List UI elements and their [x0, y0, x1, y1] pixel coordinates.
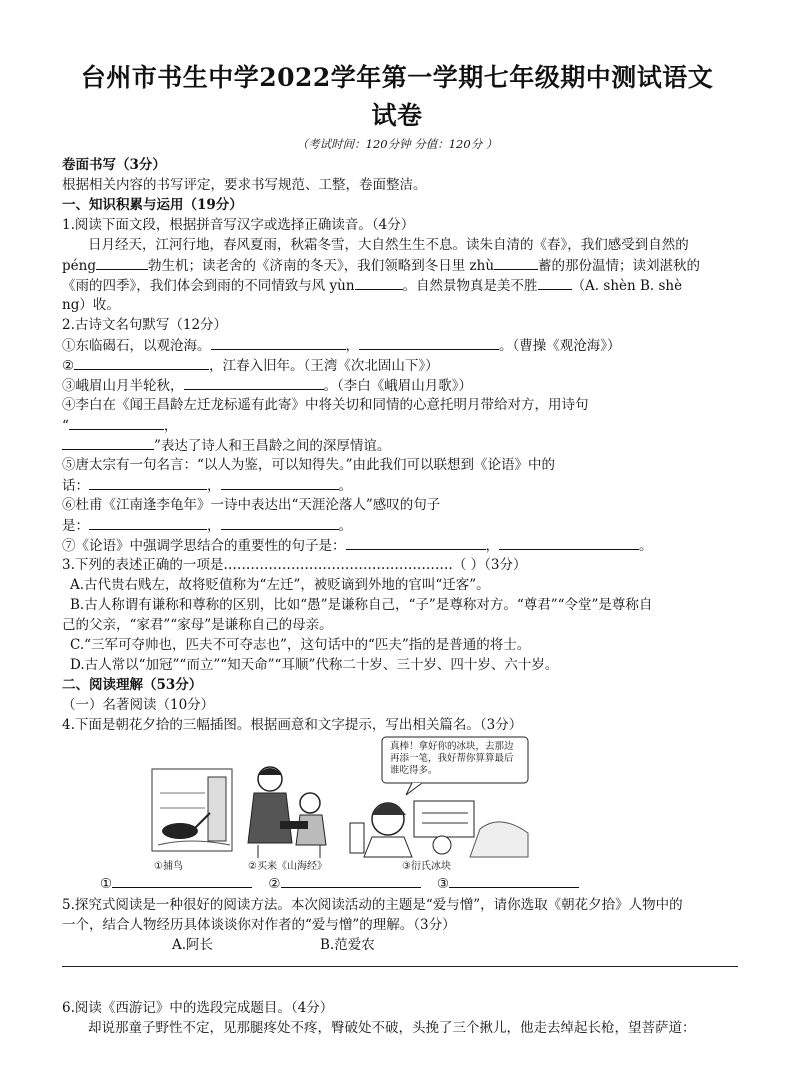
q2-line4: ④李白在《闻王昌龄左迁龙标遥有此寄》中将关切和同情的心意托明月带给对方，用诗句 — [62, 397, 589, 413]
answer-blank[interactable] — [221, 475, 339, 490]
q3-option-c: C.“三军可夺帅也，匹夫不可夺志也”，这句话中的“匹夫”指的是普通的将士。 — [70, 637, 531, 653]
q2-text: ， — [163, 418, 178, 434]
answer-blank[interactable] — [211, 335, 346, 350]
q2-text: 。 — [338, 518, 352, 534]
q2-text: ， — [207, 478, 221, 494]
q4-stem: 4.下面是朝花夕拾的三幅插图。根据画意和文字提示，写出相关篇名。（3分） — [62, 717, 523, 733]
q1-passage-line4: ng）收。 — [62, 297, 120, 313]
exam-title-line1: 台州市书生中学2022学年第一学期七年级期中测试语文 — [80, 63, 714, 92]
answer-blank[interactable] — [184, 375, 324, 390]
speech-bubble-text: 真棒！拿好你的冰块，去那边再添一笔，我好帮你算算最后谁吃得多。 — [390, 741, 514, 776]
q2-line11 — [62, 535, 653, 556]
q4-marker: ① — [100, 876, 113, 892]
q2-text: ”表达了诗人和王昌龄之间的深厚情谊。 — [154, 438, 391, 454]
exam-subtitle: （考试时间：120分钟 分值：120分 ） — [296, 137, 498, 151]
q2-line3 — [62, 375, 472, 396]
pinyin-peng: péng — [62, 258, 96, 274]
q2-line7: ⑤唐太宗有一句名言：“以人为鉴，可以知得失。”由此我们可以联想到《论语》中的 — [62, 457, 556, 473]
q2-line2 — [62, 355, 439, 376]
q2-text: 。 — [639, 538, 653, 554]
exam-title-line2: 试卷 — [371, 101, 423, 130]
q1-text: 蓄的那份温情；读刘湛秋的 — [538, 258, 701, 274]
caption-1: ①捕鸟 — [154, 861, 183, 872]
q3-stem: 3.下列的表述正确的一项是……………………………………………（ ）（3分） — [62, 557, 527, 573]
q3-option-d: D.古人常以“加冠”“而立”“知天命”“耳顺”代称二十岁、三十岁、四十岁、六十岁。 — [70, 657, 559, 673]
answer-blank[interactable] — [499, 535, 639, 550]
caption-2: ②买来《山海经》 — [248, 861, 327, 872]
q1-text: 勃生机；读老舍的《济南的冬天》，我们领略到冬日里 zhù — [147, 258, 495, 274]
answer-blank[interactable] — [112, 873, 252, 888]
q1-text: 《雨的四季》，我们体会到雨的不同情致与风 yùn — [62, 278, 355, 294]
answer-blank[interactable] — [221, 515, 339, 530]
q6-passage: 却说那童子野性不定，见那腿疼处不疼，臀破处不破，头挽了三个揪儿，他走去绰起长枪，望菩萨道： — [88, 1020, 696, 1036]
q6-stem: 6.阅读《西游记》中的选段完成题目。（4分） — [62, 1000, 334, 1016]
q2-line6 — [62, 435, 390, 456]
q2-line1 — [62, 335, 621, 356]
q4-illustrations — [150, 733, 530, 873]
answer-blank[interactable] — [281, 873, 421, 888]
q2-stem — [62, 315, 227, 335]
q4-marker: ② — [268, 876, 281, 892]
q2-line9: ⑥杜甫《江南逢李龟年》一诗中表达出“天涯沦落人”感叹的句子 — [62, 497, 441, 513]
answer-blank[interactable] — [449, 873, 579, 888]
q2-line10 — [62, 515, 352, 536]
q1-passage-line2 — [62, 255, 700, 276]
q3-option-b-line2: 己的父亲，“家君”“家母”是谦称自己的母亲。 — [62, 617, 333, 633]
q2-text: 。 — [338, 478, 352, 494]
answer-blank[interactable] — [355, 275, 403, 290]
q5-line2: 一个，结合人物经历具体谈谈你对作者的“爱与憎”的理解。（3分） — [62, 917, 456, 933]
answer-rule — [62, 966, 738, 967]
q2-text: 。（李白《峨眉山月歌》） — [323, 378, 472, 394]
writing-heading: 卷面书写（3分） — [62, 157, 166, 173]
q2-text: ， — [485, 538, 499, 554]
q1-passage-line1: 日月经天，江河行地，春风夏雨，秋霜冬雪，大自然生生不息。读朱自清的《春》，我们感受到自然的 — [88, 237, 689, 253]
q1-stem: 1.阅读下面文段，根据拼音写汉字或选择正确读音。（4分） — [62, 217, 415, 233]
q5-option-a: A.阿长 — [172, 937, 214, 953]
answer-blank[interactable] — [89, 475, 207, 490]
q5-option-b: B.范爱农 — [320, 937, 375, 953]
q2-text: ② — [62, 358, 75, 374]
answer-blank[interactable] — [538, 275, 572, 290]
q4-marker: ③ — [436, 876, 449, 892]
q2-text: ， — [345, 338, 359, 354]
q2-line5 — [62, 415, 177, 436]
q2-line8 — [62, 475, 352, 496]
panel-bird-trap — [152, 769, 232, 851]
q1-options: （A. shèn B. shè — [571, 278, 683, 294]
answer-blank[interactable] — [62, 435, 154, 450]
q2-stem-text: 2.古诗文名句默写（12分） — [62, 317, 228, 333]
answer-blank[interactable] — [96, 255, 148, 270]
answer-blank[interactable] — [494, 255, 538, 270]
section1-heading: 一、知识积累与运用（19分） — [62, 197, 243, 213]
q2-text: ，江春入旧年。（王湾《次北固山下》） — [209, 358, 439, 374]
q2-text: 话： — [62, 478, 89, 494]
q2-text: ⑦《论语》中强调学思结合的重要性的句子是： — [62, 538, 346, 554]
q5-line1: 5.探究式阅读是一种很好的阅读方法。本次阅读活动的主题是“爱与憎”，请你选取《朝花夕拾》人物中的 — [62, 897, 683, 913]
q1-passage-line3 — [62, 275, 682, 296]
answer-blank[interactable] — [89, 515, 207, 530]
q2-text: ③峨眉山月半轮秋， — [62, 378, 184, 394]
caption-3: ③衍氏冰块 — [402, 861, 451, 872]
answer-blank[interactable] — [359, 335, 499, 350]
q4-answer-line — [100, 873, 579, 894]
q2-text: ①东临碣石，以观沧海。 — [62, 338, 211, 354]
writing-text: 根据相关内容的书写评定，要求书写规范、工整，卷面整洁。 — [62, 177, 427, 193]
q2-text: ， — [207, 518, 221, 534]
q1-text: 。自然景物真是美不胜 — [402, 278, 538, 294]
answer-blank[interactable] — [346, 535, 486, 550]
q3-option-b-line1: B.古人称谓有谦称和尊称的区别，比如“愚”是谦称自己，“子”是尊称对方。“尊君”“令堂”是尊称自 — [70, 597, 653, 613]
q3-option-a: A.古代贵右贱左，故将贬值称为“左迁”，被贬谪到外地的官叫“迁客”。 — [70, 577, 490, 593]
q2-text: “ — [62, 418, 69, 434]
answer-blank[interactable] — [74, 355, 209, 370]
q2-text: 。（曹操《观沧海》） — [499, 338, 621, 354]
section2-heading: 二、阅读理解（53分） — [62, 677, 203, 693]
q2-text: 是： — [62, 518, 89, 534]
section2-sub1: （一）名著阅读（10分） — [62, 697, 215, 713]
panel-shanhaijing — [248, 767, 326, 858]
answer-blank[interactable] — [69, 415, 164, 430]
